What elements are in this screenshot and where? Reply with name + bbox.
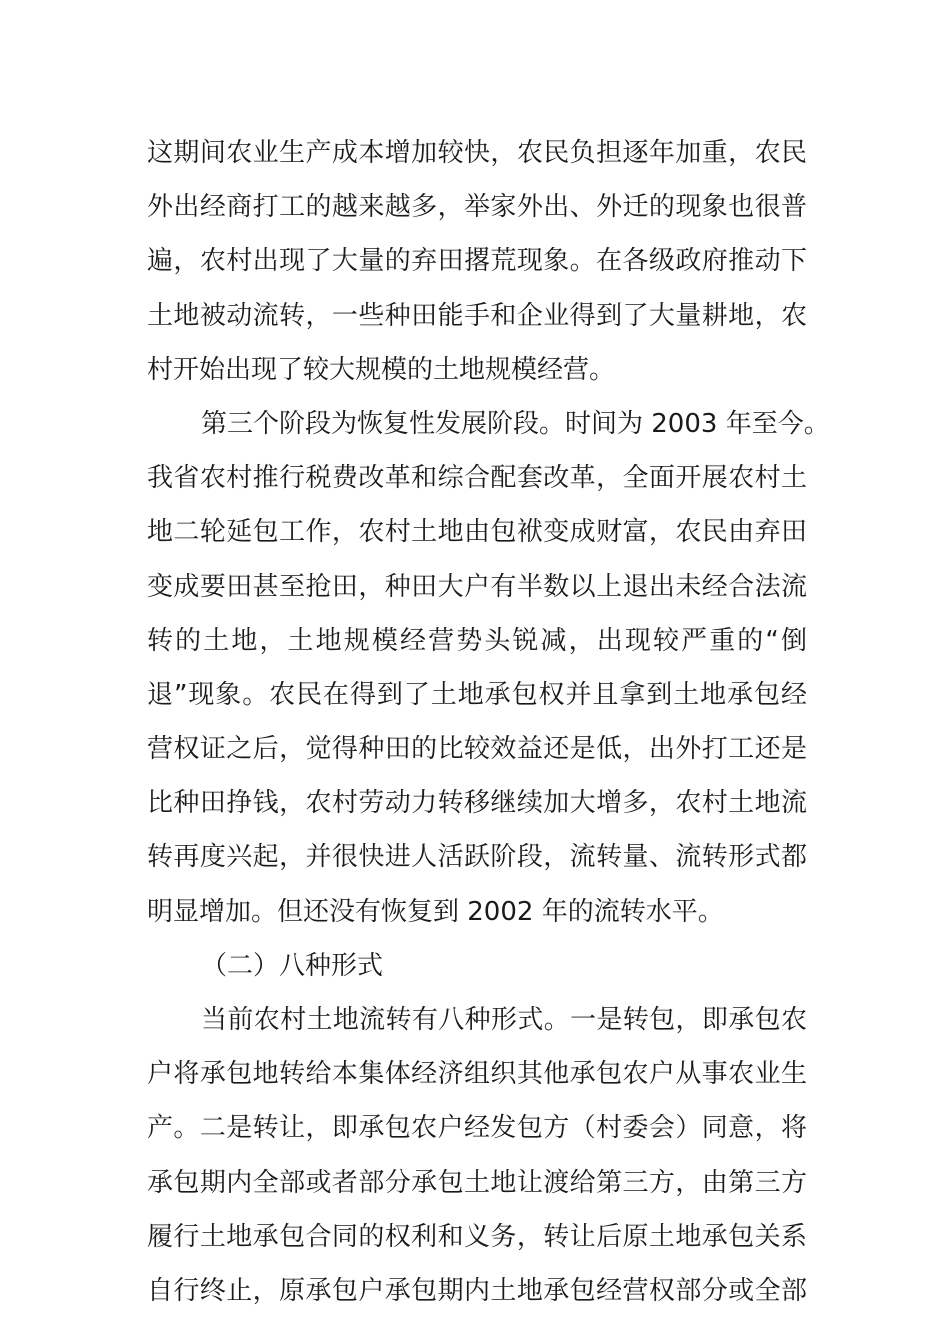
text-line: 承包期内全部或者部分承包土地让渡给第三方，由第三方 <box>147 1167 807 1198</box>
text-line: 比种田挣钱，农村劳动力转移继续加大增多，农村土地流 <box>147 788 807 819</box>
text-line: 产。二是转让，即承包农户经发包方（村委会）同意，将 <box>147 1113 807 1144</box>
paragraph-first-line: 第三个阶段为恢复性发展阶段。时间为 2003 年至今。 <box>201 408 830 439</box>
text-line: 地二轮延包工作，农村土地由包袱变成财富，农民由弃田 <box>147 517 807 548</box>
text-line: 履行土地承包合同的权利和义务，转让后原土地承包关系 <box>147 1221 807 1252</box>
paragraph-first-line: 当前农村土地流转有八种形式。一是转包，即承包农 <box>201 1005 807 1035</box>
text-line: 转再度兴起，并很快进人活跃阶段，流转量、流转形式都 <box>147 842 807 873</box>
text-line: 土地被动流转，一些种田能手和企业得到了大量耕地，农 <box>147 300 807 331</box>
text-line: 这期间农业生产成本增加较快，农民负担逐年加重，农民 <box>147 138 807 168</box>
text-line: 遍，农村出现了大量的弃田撂荒现象。在各级政府推动下 <box>147 246 807 277</box>
text-line: 变成要田甚至抢田，种田大户有半数以上退出未经合法流 <box>147 571 807 602</box>
text-line: 营权证之后，觉得种田的比较效益还是低，出外打工还是 <box>147 734 807 765</box>
text-line: 转的土地，土地规模经营势头锐减，出现较严重的“倒 <box>147 625 807 656</box>
text-line: 户将承包地转给本集体经济组织其他承包农户从事农业生 <box>147 1059 807 1090</box>
text-line: 我省农村推行税费改革和综合配套改革，全面开展农村土 <box>147 463 807 494</box>
text-line: 外出经商打工的越来越多，举家外出、外迁的现象也很普 <box>147 192 807 223</box>
document-body <box>147 126 830 1318</box>
text-line: 村开始出现了较大规模的土地规模经营。 <box>147 354 616 385</box>
text-line: 自行终止，原承包户承包期内土地承包经营权部分或全部 <box>147 1275 807 1306</box>
section-heading: （二）八种形式 <box>201 950 384 981</box>
text-line: 退”现象。农民在得到了土地承包权并且拿到土地承包经 <box>147 679 807 710</box>
text-line: 明显增加。但还没有恢复到 2002 年的流转水平。 <box>147 896 724 927</box>
